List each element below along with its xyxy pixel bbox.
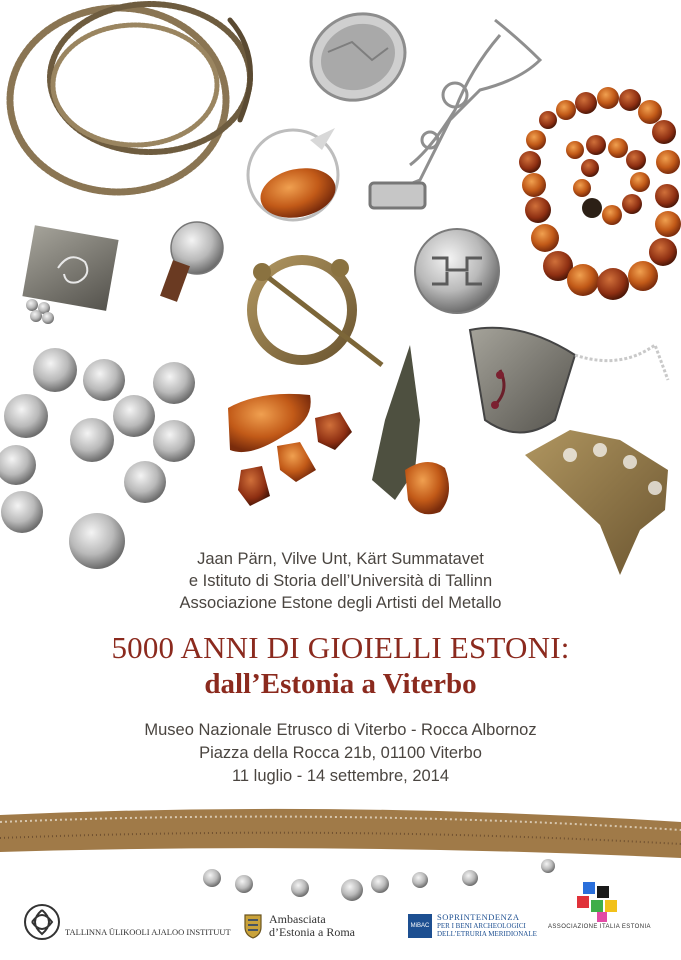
- credit-line-1: Jaan Pärn, Vilve Unt, Kärt Summatavet: [197, 550, 484, 568]
- italia-estonia-label: ASSOCIAZIONE ITALIA ESTONIA: [548, 924, 651, 930]
- silver-disc-brooch: [415, 229, 499, 313]
- venue-line-1: Museo Nazionale Etrusco di Viterbo - Rocca Albornoz: [144, 721, 537, 739]
- stone-and-amber-sculpture: [372, 345, 449, 514]
- coin-pendant: [160, 222, 223, 302]
- soprintendenza-logo: [408, 913, 537, 939]
- raw-amber-pieces: [228, 394, 352, 506]
- coat-of-arms-icon: [243, 913, 263, 939]
- tallinn-institute-label: TALLINNA ÜLIKOOLI AJALOO INSTITUUT: [65, 927, 231, 937]
- venue-line-2: Piazza della Rocca 21b, 01100 Viterbo: [199, 744, 482, 762]
- soprintendenza-line-1: SOPRINTENDENZA: [437, 912, 520, 922]
- title-line-1: 5000 ANNI DI GIOIELLI ESTONI:: [111, 630, 570, 665]
- venue-line-3: 11 luglio - 14 settembre, 2014: [231, 767, 450, 785]
- oval-silver-brooch: [297, 0, 420, 115]
- penannular-brooch: [252, 259, 382, 365]
- stone-pendant-with-chain: [470, 328, 668, 433]
- embassy-label-line-1: Ambasciata: [269, 912, 326, 926]
- italia-estonia-logo: [548, 880, 651, 930]
- knot-emblem-icon: [22, 902, 62, 942]
- tallinn-institute-logo: [22, 902, 231, 942]
- amber-bead-necklace: [519, 87, 681, 300]
- venue-info: [0, 719, 681, 788]
- mibac-badge: MiBAC: [408, 914, 432, 938]
- square-swirl-brooch: [22, 225, 118, 324]
- exhibition-title: [0, 630, 681, 702]
- colour-blocks-icon: [573, 880, 625, 924]
- credit-line-2: e Istituto di Storia dell’Università di Tallinn: [188, 572, 493, 590]
- credits: [0, 548, 681, 614]
- soprintendenza-line-2: PER I BENI ARCHEOLOGICI: [437, 921, 526, 930]
- embassy-logo: [243, 913, 355, 939]
- amber-pendant: [248, 128, 340, 224]
- twisted-neck-rings: [10, 4, 250, 192]
- embassy-label-line-2: d’Estonia a Roma: [269, 925, 355, 939]
- soprintendenza-line-3: DELL’ETRURIA MERIDIONALE: [437, 930, 537, 938]
- silver-bead-cluster: [0, 348, 195, 569]
- credit-line-3: Associazione Estone degli Artisti del Metallo: [179, 594, 502, 612]
- title-line-2: dall’Estonia a Viterbo: [204, 668, 477, 700]
